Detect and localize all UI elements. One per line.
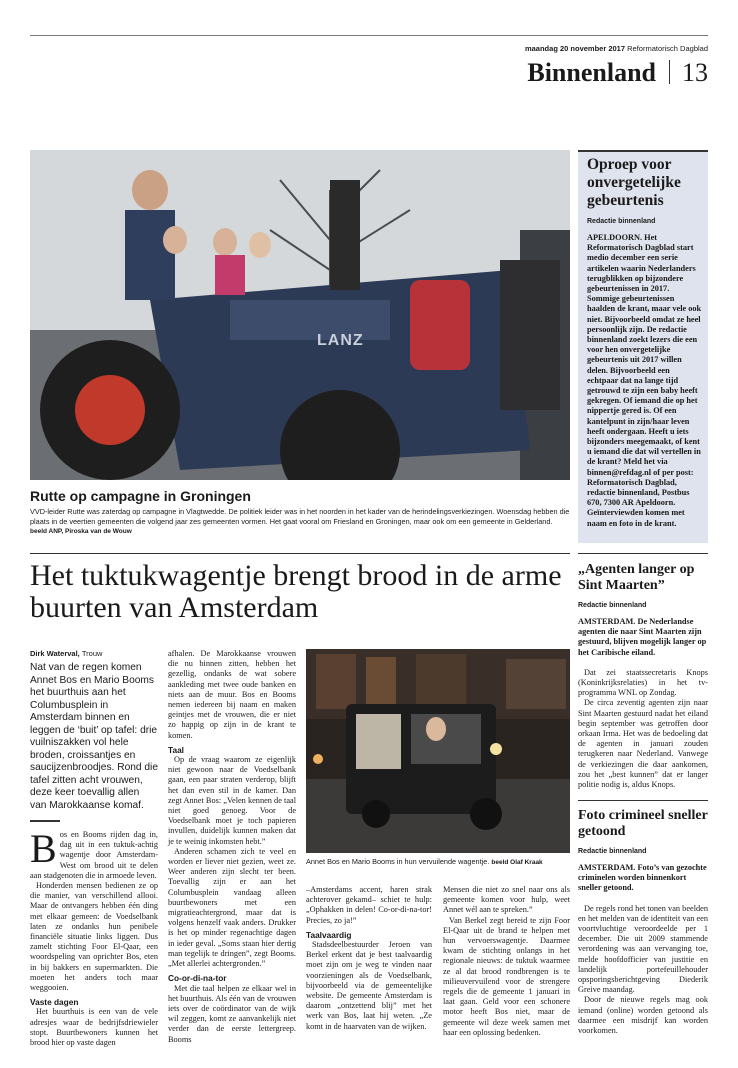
sidebar-oproep xyxy=(578,150,708,543)
col4-paragraph-1: Mensen die niet zo snel naar ons als gemeente komen voor hulp, weet Annet wél aan te spreken.” xyxy=(443,885,570,915)
article-column-2 xyxy=(168,649,296,1045)
sidebar-foto-crimineel-p1: De regels rond het tonen van beelden en het melden van de identiteit van een voortvluchtige veroordeelde per 1 december. Die uit 2009 stammende verordening was aan vervanging toe, melde hoofdofficier van justitie en landelijk portefeuillehouder opsporingsberichtgeving Diederik Greive maandag. xyxy=(578,903,708,995)
masthead-line xyxy=(525,44,708,53)
subhead-taal: Taal xyxy=(168,744,184,755)
top-photo xyxy=(30,150,570,480)
tuktuk-photo-illustration xyxy=(306,649,570,853)
top-story-caption xyxy=(30,507,570,537)
subhead-coordinator: Co-or-di-na-tor xyxy=(168,973,227,984)
article-photo-caption xyxy=(306,857,570,866)
sidebar-foto-crimineel xyxy=(578,808,708,1036)
col2-paragraph-2: Op de vraag waarom ze eigenlijk niet gewoon naar de Voedselbank gaan, een paar straten verderop, blijft het dan even stil in de kamer. Dan zegt Annet Bos: „Velen kennen de taal niet goed genoeg. Voor de Voedselbank moet je toch papieren invullen, duidelijk kunnen maken dat je te weinig inkomsten hebt.” xyxy=(168,755,296,846)
top-story-headline: Rutte op campagne in Groningen xyxy=(30,488,251,504)
photo-caption-credit: beeld Olaf Kraak xyxy=(491,859,543,866)
sidebar-oproep-byline: Redactie binnenland xyxy=(587,218,656,225)
col1-paragraph-1: os en Booms rijden dag in, dag uit in een tuktuk-achtig wagentje door Amsterdam-West om brood uit te delen aan stadgenoten die in armoede leven. xyxy=(30,830,158,880)
photo-caption-text: Annet Bos en Mario Booms in hun vervuilende wagentje. xyxy=(306,857,490,866)
issue-date: maandag 20 november 2017 xyxy=(524,44,626,53)
article-intro: Nat van de regen komen Annet Bos en Mario Booms het buurthuis aan het Columbusplein in Amsterdam binnen en leggen de ‘buit’ op tafel: drie vuilniszakken vol hele broden, croissantjes en saucijzenbroodjes. Rond die tafel zitten acht vrouwen, deze keer toevallig allen van Marokkaanse komaf. xyxy=(30,662,158,811)
col3-paragraph-2: Stadsdeelbestuurder Jeroen van Berkel erkent dat je best taalvaardig moet zijn om je weg te vinden naar voorzieningen als de Voedselbank, bijvoorbeeld via de gemeentelijke website. De gemeente Amsterdam is daarom „ontzettend blij” met het werk van Bos, laat hij weten. „Ze komt in de haarvaten van de wijken. xyxy=(306,940,432,1031)
col2-paragraph-1: afhalen. De Marokkaanse vrouwen die nu binnen zitten, hebben het gezellig, ondanks de wat sobere aankleding met twee oude banken en niets aan de muur. Bos en Booms nemen iedereen bij naam en maken geintjes met de vrouwen, die er niet zo happig op zijn in de krant te komen. xyxy=(168,649,296,740)
col3-paragraph-1: –Amsterdams accent, haren strak achterover gekamd– schiet te hulp: „Ophakken in delen! Co-or-di-na-tor! Precies, zo ja!” xyxy=(306,885,432,925)
subhead-vaste-dagen: Vaste dagen xyxy=(30,997,79,1008)
sidebar-foto-crimineel-lead: AMSTERDAM. Foto’s van gezochte criminelen worden binnenkort sneller getoond. xyxy=(578,863,707,893)
sidebar-rule xyxy=(578,800,708,801)
tractor-brand: LANZ xyxy=(317,332,364,349)
sidebar-sint-maarten xyxy=(578,562,708,790)
sidebar-foto-crimineel-p2: Door de nieuwe regels mag ook iemand (online) worden getoond als daarmee een misdrijf kan worden voorkomen. xyxy=(578,995,708,1036)
article-column-4 xyxy=(443,885,570,1038)
col2-paragraph-4: Met die taal helpen ze elkaar wel in het buurthuis. Als één van de vrouwen iets over de coördinator van de wijk wil zeggen, komt ze aanvankelijk niet verder dan de eerste lettergreep. Booms xyxy=(168,983,296,1044)
author-source: Trouw xyxy=(81,649,103,658)
col1-paragraph-2: Honderden mensen bedienen ze op die manier, van verschillend allooi. Maar de ontvangers hebben één ding met elkaar gemeen: de Voedselbank laten ze ondanks hun penibele financiële situatie links liggen. Dus zamelt stichting Foor El-Qaar, een woordspeling van oprichter Bos, eten in bij bakkers en supermarkten. Die moeten het anders toch maar weggooien. xyxy=(30,881,158,993)
sidebar-sint-maarten-headline: „Agenten langer op Sint Maarten” xyxy=(578,562,695,593)
sidebar-oproep-body: APELDOORN. Het Reformatorisch Dagblad start medio december een serie artikelen waarin Nederlanders terugblikken op bijzondere gebeurtenissen in 2017. Sommige gebeurtenissen haalden de krant, maar vele ook niet. Bijvoorbeeld omdat ze heel persoonlijk zijn. De redactie binnenland zoekt lezers die een voor hen onvergetelijke gebeurtenis uit 2017 willen delen. Bijvoorbeeld een echtpaar dat na lange tijd getrouwd te zijn een baby heeft gekregen. Of iemand die op het nippertje gered is. Of een kantelpunt in zijn/haar leven heeft ondergaan. Heeft u iets bijzonders meegemaakt, of kent u iemand die dat wil vertellen in de krant? Meld het via binnen@refdag.nl of per post: Reformatorisch Dagblad, redactie binnenland, Postbus 670, 7300 AR Apeldoorn. Geïnterviewden komen met naam en foto in de krant. xyxy=(587,233,702,528)
caption-credit: beeld ANP, Piroska van de Wouw xyxy=(30,528,132,536)
middle-rule xyxy=(30,553,570,554)
sidebar-oproep-headline: Oproep voor onvergetelijke gebeurtenis xyxy=(587,156,681,209)
sidebar-foto-crimineel-headline: Foto crimineel sneller getoond xyxy=(578,808,708,839)
sidebar-sint-maarten-p2: De circa zeventig agenten zijn naar Sint Maarten gestuurd nadat het eiland begin september was getroffen door orkaan Irma. Het was de bedoeling dat de agenten in januari zouden terugkeren naar Nederland. Vanwege de verkiezingen die daar aankomen, zou het „best kunnen” dat er langer politie nodig is, aldus Knops. xyxy=(578,698,708,790)
caption-text: VVD-leider Rutte was zaterdag op campagne in Vlagtwedde. De politiek leider was in het noorden in het kader van de herindelingsverkiezingen. Woensdag hebben die plaats in de veertien gemeenten die volgend jaar zes gemeenten vormen. Het gaat vooral om Friesland en Groningen, maar ook om een gemeente in Gelderland. xyxy=(30,507,570,526)
col1-paragraph-3: Het buurthuis is een van de vele adresjes waar de bedrijfsdriewieler stopt. Buurtbewoners kunnen het brood hier op vaste dagen xyxy=(30,1007,158,1048)
paper-name: Reformatorisch Dagblad xyxy=(627,44,708,53)
main-headline: Het tuktukwagentje brengt brood in de arme buurten van Amsterdam xyxy=(30,559,562,624)
sidebar-sint-maarten-lead: AMSTERDAM. De Nederlandse agenten die naar Sint Maarten zijn gestuurd, blijven mogelijk langer op het Caribische eiland. xyxy=(578,617,707,657)
page-number: 13 xyxy=(682,58,708,87)
sidebar-sint-maarten-byline: Redactie binnenland xyxy=(578,602,647,609)
col2-paragraph-3: Anderen schamen zich te veel en worden er liever niet gezien, weet ze. Weer anderen zijn slecht ter been. Toevallig zijn er aan het Columbusplein vandaag alleen buurtbewoners met een migratieachtergrond, maar dat is volgens henzelf vaak anders. Drukker is het op minder regenachtige dagen in ieder geval. „Soms staan hier dertig man tegelijk te dringen”, zegt Booms. „Met allerlei achtergronden.” xyxy=(168,846,296,969)
tractor-photo-illustration xyxy=(30,150,570,480)
sidebar-sint-maarten-p1: Dat zei staatssecretaris Knops (Koninkrijksrelaties) in het tv-programma WNL op Zondag. xyxy=(578,667,708,698)
article-column-3 xyxy=(306,885,432,1032)
col4-paragraph-2: Van Berkel zegt bereid te zijn Foor El-Qaar uit de brand te helpen met hun vervoerswagentje. Daarmee kwam de stichting onlangs in het regionale nieuws: de tuktuk waarmee ze al dat brood rondbrengen is te milieuvervuilend voor de strengere regels die de gemeente 1 januari in laat gaan. Geld voor een schonere motor heeft Bos niet, maar de gemeente wil deze week samen met haar een oplossing bedenken. xyxy=(443,915,570,1037)
article-photo xyxy=(306,649,570,853)
author-line xyxy=(30,649,102,658)
section-title: Binnenland xyxy=(527,58,656,87)
section-header xyxy=(527,58,708,88)
sidebar-foto-crimineel-byline: Redactie binnenland xyxy=(578,848,647,855)
intro-separator xyxy=(30,820,60,822)
article-column-1 xyxy=(30,662,158,1048)
middle-rule-side xyxy=(578,553,708,554)
section-divider xyxy=(669,60,670,84)
subhead-taalvaardig: Taalvaardig xyxy=(306,929,352,940)
top-rule xyxy=(30,35,708,36)
author-name: Dirk Waterval, xyxy=(30,649,80,658)
dropcap: B xyxy=(30,826,57,871)
